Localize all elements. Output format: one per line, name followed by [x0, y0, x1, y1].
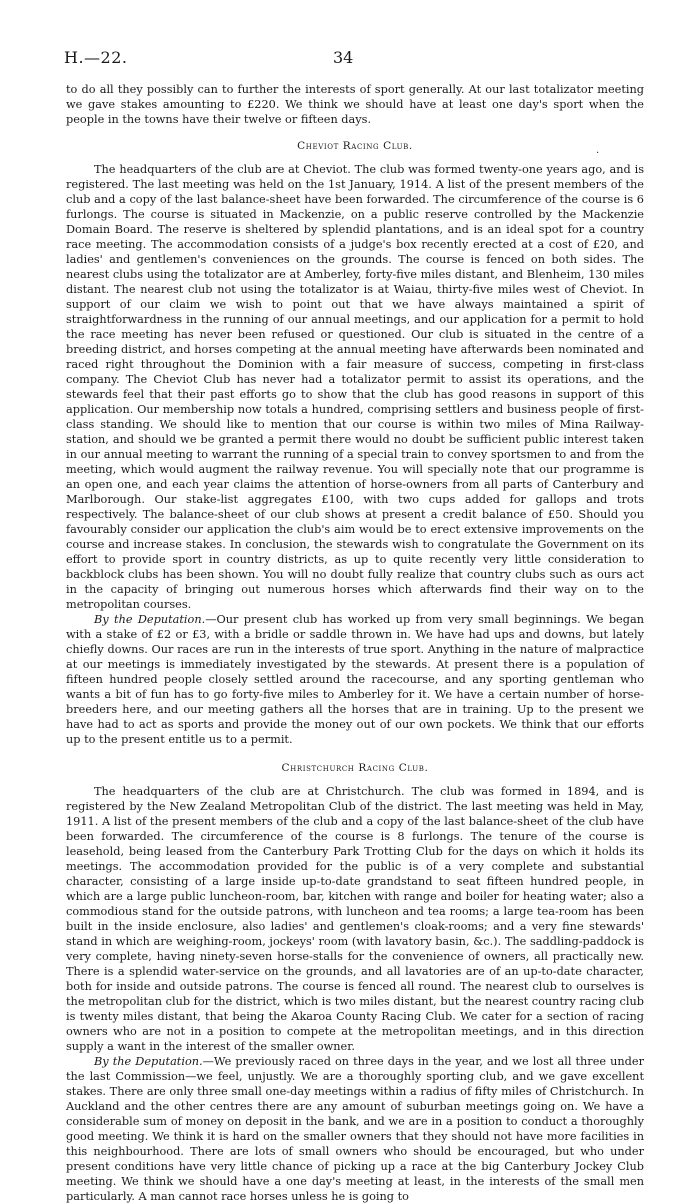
cheviot-paragraph-1: [66, 162, 644, 612]
section-heading-cheviot: Cheviot Racing Club.: [297, 140, 413, 152]
page-header: [64, 48, 644, 72]
document-body: [66, 82, 644, 1204]
christchurch-paragraph-2: [66, 1054, 644, 1204]
cheviot-para1-text: The headquarters of the club are at Cheviot. The club was formed twenty-one years ago, and is registered. The last meeting was held on the 1st January, 1914. A list of the present members of the club and a copy of the last balance-sheet have been forwarded. The circumference of the course is 6 furlongs. The course is situated in Mackenzie, on a public reserve controlled by the Mackenzie Domain Board. The reserve is sheltered by splendid plantations, and is an ideal spot for a country race meeting. The accommodation consists of a judge's box recently erected at a cost of £20, and ladies' and gentlemen's conveniences on the grounds. The course is fenced on both sides. The nearest clubs using the totalizator are at Amberley, forty-five miles distant, and Blenheim, 130 miles distant. The nearest club not using the totalizator is at Waiau, thirty-five miles west of Cheviot. In support of our claim we wish to point out that we have always maintained a spirit of straightforwardness in the running of our annual meetings, and our application for a permit to hold the race meeting has never been refused or questioned. Our club is situated in the centre of a breeding district, and horses competing at the annual meeting have afterwards been nominated and raced right throughout the Dominion with a fair measure of success, competing in first-class company. The Cheviot Club has never had a totalizator permit to assist its operations, and the stewards feel that their past efforts go to show that the club has good reasons in support of this application. Our membership now totals a hundred, comprising settlers and business people of first-class standing. We should like to mention that our course is within two miles of Mina Railway-station, and should we be granted a permit there would no doubt be sufficient public interest taken in our annual meeting to warrant the running of a special train to convey sportsmen to and from the meeting, which would augment the railway revenue. You will specially note that our programme is an open one, and each year claims the attention of horse-owners from all parts of Canterbury and Marlborough. Our stake-list aggregates £100, with two cups added for gallops and trots respectively. The balance-sheet of our club shows at present a credit balance of £50. Should you favourably consider our application the club's aim would be to erect extensive improvements on the course and increase stakes. In conclusion, the stewards wish to congratulate the Government on its effort to provide sport in country districts, as up to quite recently very little consideration to backblock clubs has been shown. You will no doubt fully realize that country clubs such as ours act in the capacity of bringing out numerous horses which afterwards find their way on to the metropolitan courses.: [66, 163, 644, 611]
cheviot-para2-speaker: By the Deputation.: [94, 613, 206, 626]
report-reference: H.—22.: [64, 48, 128, 67]
stray-mark: .: [596, 145, 600, 156]
page-number: 34: [333, 48, 354, 67]
cheviot-para2-text: —Our present club has worked up from very small beginnings. We began with a stake of £2 or £3, with a bridle or saddle thrown in. We have had ups and downs, but lately chiefly downs. Our races are run in the interests of true sport. Anything in the nature of malpractice at our meetings is immediately investigated by the stewards. At present there is a population of fifteen hundred people closely settled around the racecourse, and any sporting gentleman who wants a bit of fun has to go forty-five miles to Amberley for it. We have a certain number of horse-breeders here, and our meeting gathers all the horses that are in training. Up to the present we have had to act as sports and provide the money out of our own pockets. We think that our efforts up to the present entitle us to a permit.: [66, 613, 644, 746]
cheviot-paragraph-2: [66, 612, 644, 747]
christchurch-para2-text: —We previously raced on three days in the year, and we lost all three under the last Commission—we feel, unjustly. We are a thoroughly sporting club, and we gave excellent stakes. There are only three small one-day meetings within a radius of fifty miles of Christchurch. In Auckland and the other centres there are any amount of suburban meetings going on. We have a considerable sum of money on deposit in the bank, and we are in a position to conduct a thoroughly good meeting. We think it is hard on the smaller owners that they should not have more facilities in this neighbourhood. There are lots of small owners who should be encouraged, but who under present conditions have very little chance of picking up a race at the big Canterbury Jockey Club meeting. We think we should have a one day's meeting at least, in the interests of the small men particularly. A man cannot race horses unless he is going to: [66, 1055, 644, 1203]
intro-paragraph: to do all they possibly can to further the interests of sport generally. At our last totalizator meeting we gave stakes amounting to £220. We think we should have at least one day's sport when the people in the towns have their twelve or fifteen days.: [66, 83, 644, 126]
christchurch-paragraph-1: [66, 784, 644, 1054]
christchurch-para2-speaker: By the Deputation.: [94, 1055, 203, 1068]
section-heading-christchurch: Christchurch Racing Club.: [281, 762, 429, 774]
christchurch-para1-text: The headquarters of the club are at Christchurch. The club was formed in 1894, and is registered by the New Zealand Metropolitan Club of the district. The last meeting was held in May, 1911. A list of the present members of the club and a copy of the last balance-sheet of the club have been forwarded. The circumference of the course is 8 furlongs. The tenure of the course is leasehold, being leased from the Canterbury Park Trotting Club for the days on which it holds its meetings. The accommodation provided for the public is of a very complete and substantial character, consisting of a large inside up-to-date grandstand to seat fifteen hundred people, in which are a large public luncheon-room, bar, kitchen with range and boiler for heating water; also a commodious stand for the outside patrons, with luncheon and tea rooms; a large tea-room has been built in the inside enclosure, also ladies' and gentlemen's cloak-rooms; and a very fine stewards' stand in which are weighing-room, jockeys' room (with lavatory basin, &c.). The saddling-paddock is very complete, having ninety-seven horse-stalls for the convenience of owners, all practically new. There is a splendid water-service on the grounds, and all lavatories are of an up-to-date character, both for inside and outside patrons. The course is fenced all round. The nearest club to ourselves is the metropolitan club for the district, which is two miles distant, but the nearest country racing club is twenty miles distant, that being the Akaroa County Racing Club. We cater for a section of racing owners who are not in a position to compete at the metropolitan meetings, and in this direction supply a want in the interest of the smaller owner.: [66, 785, 644, 1053]
